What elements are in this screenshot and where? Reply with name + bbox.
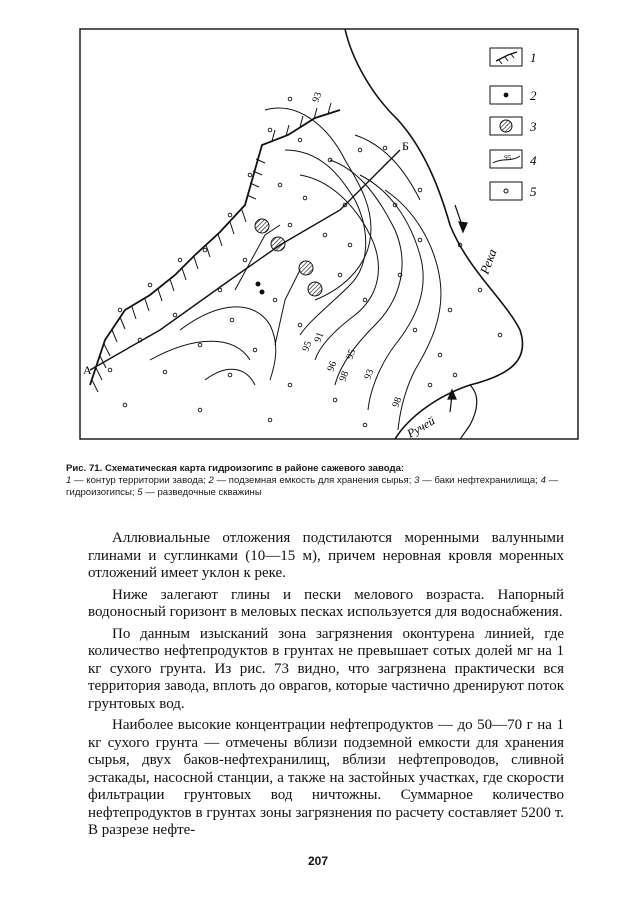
oil-tank-marker <box>271 237 285 251</box>
contour-label: 96 <box>325 359 340 374</box>
underground-storage-marker <box>256 282 261 287</box>
hydroisohypse-line <box>285 150 366 335</box>
creek-label: Ручей <box>404 413 438 441</box>
paragraph: По данным изысканий зона загрязнения оконтурена линией, где количество нефтепродуктов в грунтах не превышает сотых долей мг на 1 кг сухого грунта. Из рис. 73 видно, что загрязнена практически вся территория завода, вплоть до оврагов, которые частично дренируют поток грунтовых вод. <box>88 625 564 712</box>
map-legend <box>490 48 537 200</box>
underground-storage-marker <box>260 290 265 295</box>
river-label: Река <box>476 246 500 277</box>
paragraph: Ниже залегают глины и пески мелового возраста. Напорный водоносный горизонт в меловых песках используется для водоснабжения. <box>88 586 564 620</box>
river-flow-arrow <box>455 205 467 232</box>
caption-title: Рис. 71. Схематическая карта гидроизогипс в районе сажевого завода: <box>66 463 405 474</box>
figure-caption <box>66 463 586 499</box>
legend-number-5: 5 <box>530 184 537 199</box>
caption-item-5: 5 — разведочные скважины <box>137 487 262 498</box>
caption-item-3: 3 — баки нефтехранилища; <box>414 475 538 486</box>
body-text <box>88 530 564 844</box>
ravine-line <box>275 270 300 345</box>
contour-label: 91 <box>312 330 327 345</box>
contour-label: 93 <box>362 367 377 382</box>
map-frame <box>80 29 578 439</box>
contour-label: 93 <box>310 90 325 105</box>
legend-contour-sample-value: 95 <box>504 154 511 162</box>
point-b-label: Б <box>402 139 409 153</box>
caption-item-2: 2 — подземная емкость для хранения сырья; <box>208 475 412 486</box>
caption-item-1: 1 — контур территории завода; <box>66 475 206 486</box>
contour-label: 98 <box>337 369 352 384</box>
contour-label: 95 <box>300 339 315 354</box>
page-number: 207 <box>307 854 329 868</box>
legend-number-4: 4 <box>530 153 537 168</box>
caption-item-4: 4 — гидроизогипсы; <box>66 475 559 498</box>
paragraph: Наиболее высокие концентрации нефтепродуктов — до 50—70 г на 1 кг сухого грунта — отмечены вблизи подземной емкости для хранения сырья, двух баков-нефтехранилищ, вблизи нефтепроводов, сливной эстакады, насосной станции, а также на застойных участках, где скорости фильтрации грунтовых вод ничтожны. Суммарное количество нефтепродуктов в грунтах зоны загрязнения по расчету составляет 5200 т. В разрезе нефте- <box>88 717 564 838</box>
legend-hatched-circle-symbol <box>500 120 512 132</box>
creek-line <box>460 385 477 439</box>
hydroisohypse-line <box>330 160 402 385</box>
hydroisohypse-line <box>150 341 250 360</box>
legend-small-circle-symbol <box>504 189 508 193</box>
legend-number-3: 3 <box>530 119 537 134</box>
profile-line-ab <box>90 150 400 370</box>
hydroisohypse-line <box>355 135 420 200</box>
legend-number-1: 1 <box>530 50 537 65</box>
ravine-line <box>235 225 280 290</box>
contour-label: 95 <box>344 347 359 362</box>
oil-tank-marker <box>299 261 313 275</box>
oil-tank-marker <box>308 282 322 296</box>
legend-swatch-5 <box>490 182 522 200</box>
oil-tank-marker <box>255 219 269 233</box>
legend-number-2: 2 <box>530 88 537 103</box>
legend-dot-symbol <box>504 93 509 98</box>
legend-swatch-1 <box>490 48 522 66</box>
contour-label: 98 <box>390 395 405 410</box>
point-a-label: А <box>83 363 92 377</box>
paragraph: Аллювиальные отложения подстилаются моренными валунными глинами и суглинками (10—15 м), причем неровная кровля моренных отложений имеет уклон к реке. <box>88 530 564 581</box>
